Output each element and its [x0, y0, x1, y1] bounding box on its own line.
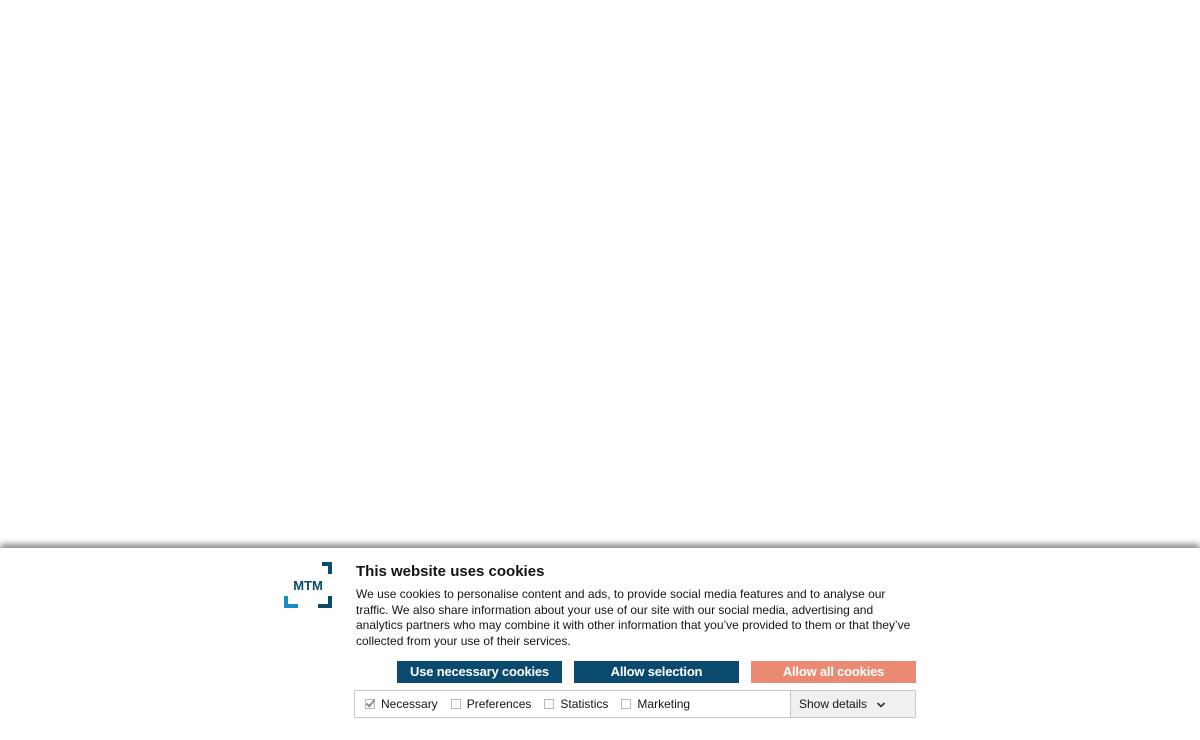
cookie-banner — [0, 548, 1200, 740]
allow-all-cookies-button[interactable]: Allow all cookies — [751, 661, 916, 683]
pref-necessary[interactable] — [365, 697, 438, 711]
pref-preferences[interactable] — [451, 697, 532, 711]
show-details-label: Show details — [799, 697, 868, 711]
mtm-logo-icon — [284, 562, 332, 610]
marketing-checkbox[interactable] — [621, 699, 631, 709]
show-details-button[interactable] — [790, 691, 915, 717]
statistics-checkbox[interactable] — [544, 699, 554, 709]
pref-marketing[interactable] — [621, 697, 690, 711]
pref-statistics[interactable] — [544, 697, 608, 711]
preferences-checkbox[interactable] — [451, 699, 461, 709]
button-row — [397, 661, 916, 701]
use-necessary-cookies-button[interactable]: Use necessary cookies only — [397, 661, 562, 683]
banner-description: We use cookies to personalise content and ads, to provide social media features and to analyse our traffic. We also share information about your use of our site with our social media, advertising and analytics partners who may combine it with other information that you’ve provided to them or that they’ve collected from your use of their services. — [356, 587, 911, 648]
pref-label: Necessary — [381, 697, 438, 711]
necessary-checkbox[interactable] — [365, 699, 375, 709]
allow-selection-button[interactable]: Allow selection — [574, 661, 739, 683]
chevron-down-icon — [876, 699, 886, 709]
pref-label: Statistics — [560, 697, 609, 711]
pref-label: Marketing — [637, 697, 691, 711]
mtm-logo — [284, 562, 332, 610]
banner-content — [356, 563, 916, 649]
logo-text: MTM — [293, 578, 323, 593]
cookie-preferences-bar — [354, 690, 916, 718]
pref-label: Preferences — [466, 697, 532, 711]
banner-title: This website uses cookies — [356, 563, 545, 580]
